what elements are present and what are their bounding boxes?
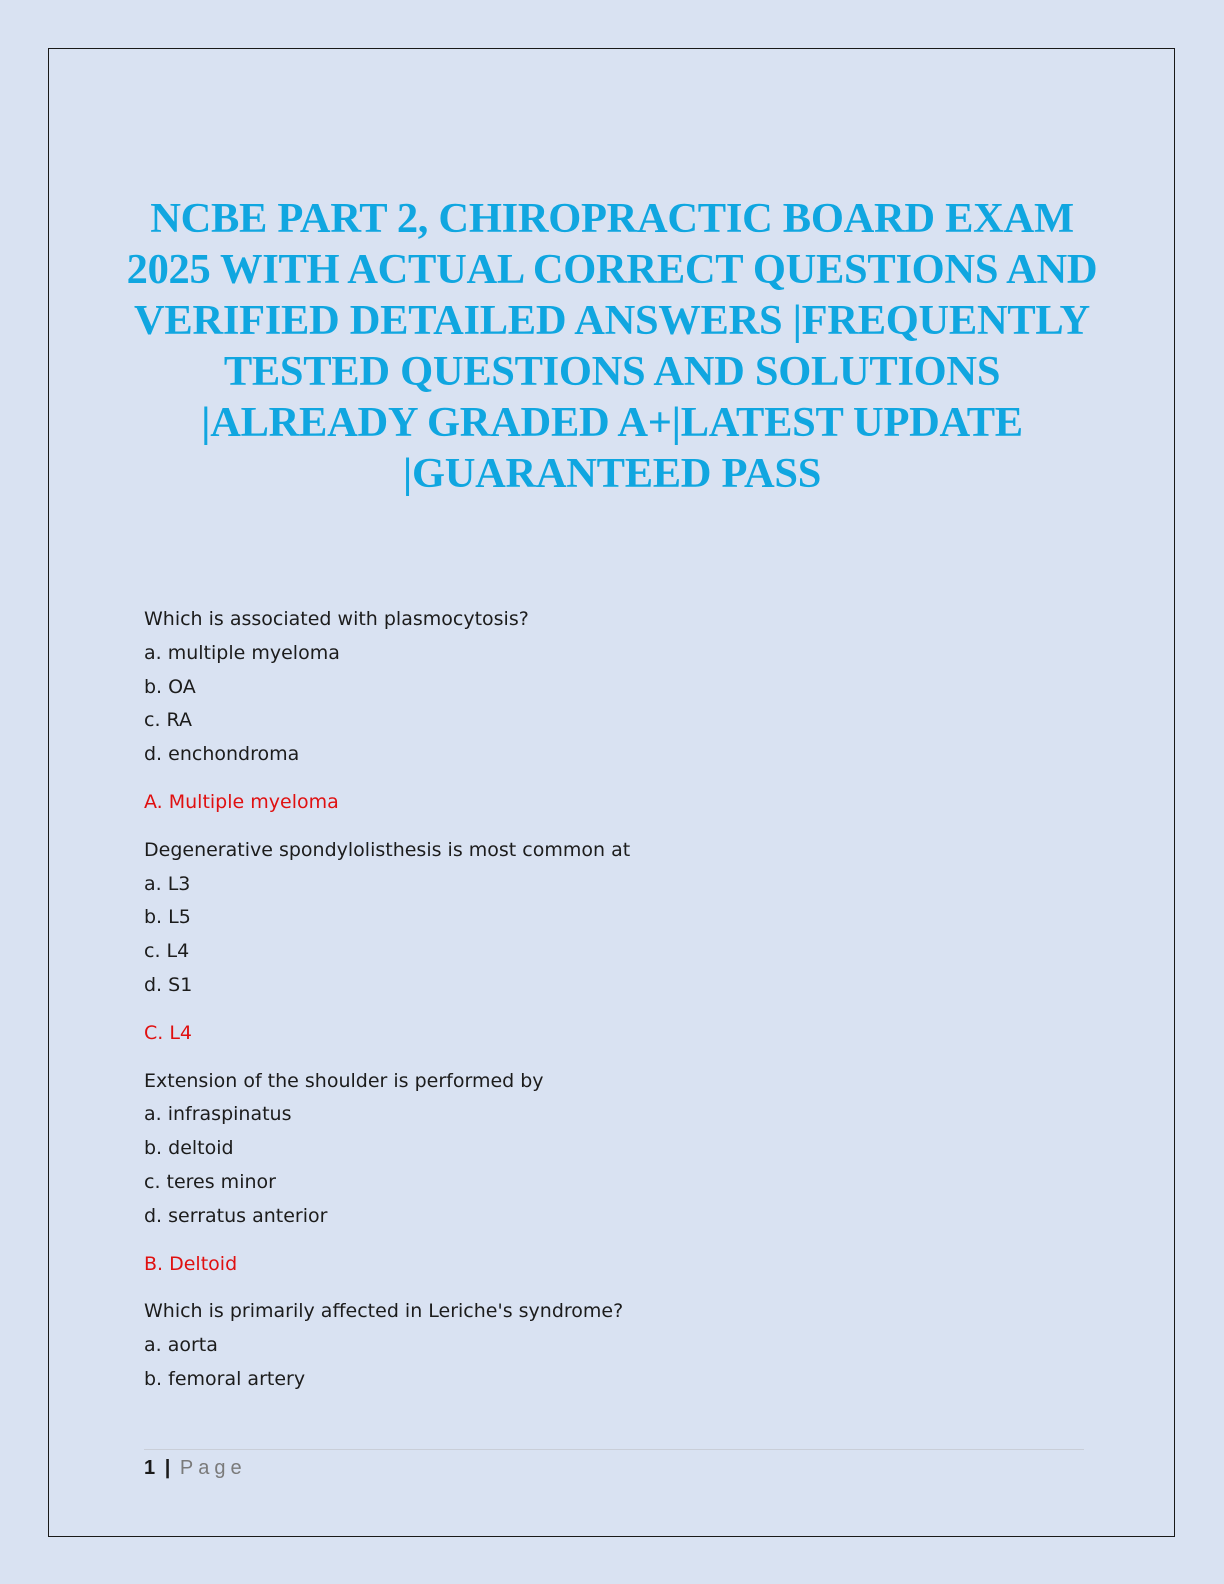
question-prompt: Which is primarily affected in Leriche's syndrome? [144, 1300, 624, 1323]
option-d: d. S1 [144, 973, 193, 996]
option-a: a. aorta [144, 1334, 218, 1357]
document-title: NCBE PART 2, CHIROPRACTIC BOARD EXAM 2025 WITH ACTUAL CORRECT QUESTIONS AND VERIFIED DETAILED ANSWERS |FREQUENTLY TESTED QUESTIONS AND SOLUTIONS |ALREADY GRADED A+|LATEST UPDATE |GUARANTEED PASS [126, 195, 1098, 497]
option-a: a. multiple myeloma [144, 641, 340, 664]
footer-divider [144, 1449, 1084, 1450]
question-3 [144, 1065, 1084, 1282]
option-b: b. L5 [144, 906, 191, 929]
option-a: a. infraspinatus [144, 1103, 292, 1126]
option-a: a. L3 [144, 872, 191, 895]
question-prompt: Degenerative spondylolisthesis is most common at [144, 838, 631, 861]
question-prompt: Which is associated with plasmocytosis? [144, 608, 529, 630]
page-number: 1 [144, 1457, 156, 1479]
question-list [144, 603, 1084, 1411]
option-d: d. enchondroma [144, 743, 300, 766]
option-b: b. OA [144, 675, 196, 698]
question-4 [144, 1295, 1084, 1396]
question-1 [144, 603, 1084, 820]
page-label: Page [179, 1457, 247, 1479]
option-b: b. femoral artery [144, 1367, 306, 1390]
correct-answer: B. Deltoid [144, 1252, 238, 1275]
option-c: c. RA [144, 709, 192, 732]
correct-answer: A. Multiple myeloma [144, 790, 339, 813]
question-2 [144, 834, 1084, 1051]
page-footer [144, 1455, 247, 1481]
correct-answer: C. L4 [144, 1021, 193, 1044]
option-c: c. L4 [144, 940, 190, 963]
footer-separator: | [164, 1457, 171, 1479]
option-c: c. teres minor [144, 1170, 276, 1193]
option-b: b. deltoid [144, 1137, 234, 1160]
option-d: d. serratus anterior [144, 1204, 328, 1227]
question-prompt: Extension of the shoulder is performed by [144, 1069, 544, 1092]
